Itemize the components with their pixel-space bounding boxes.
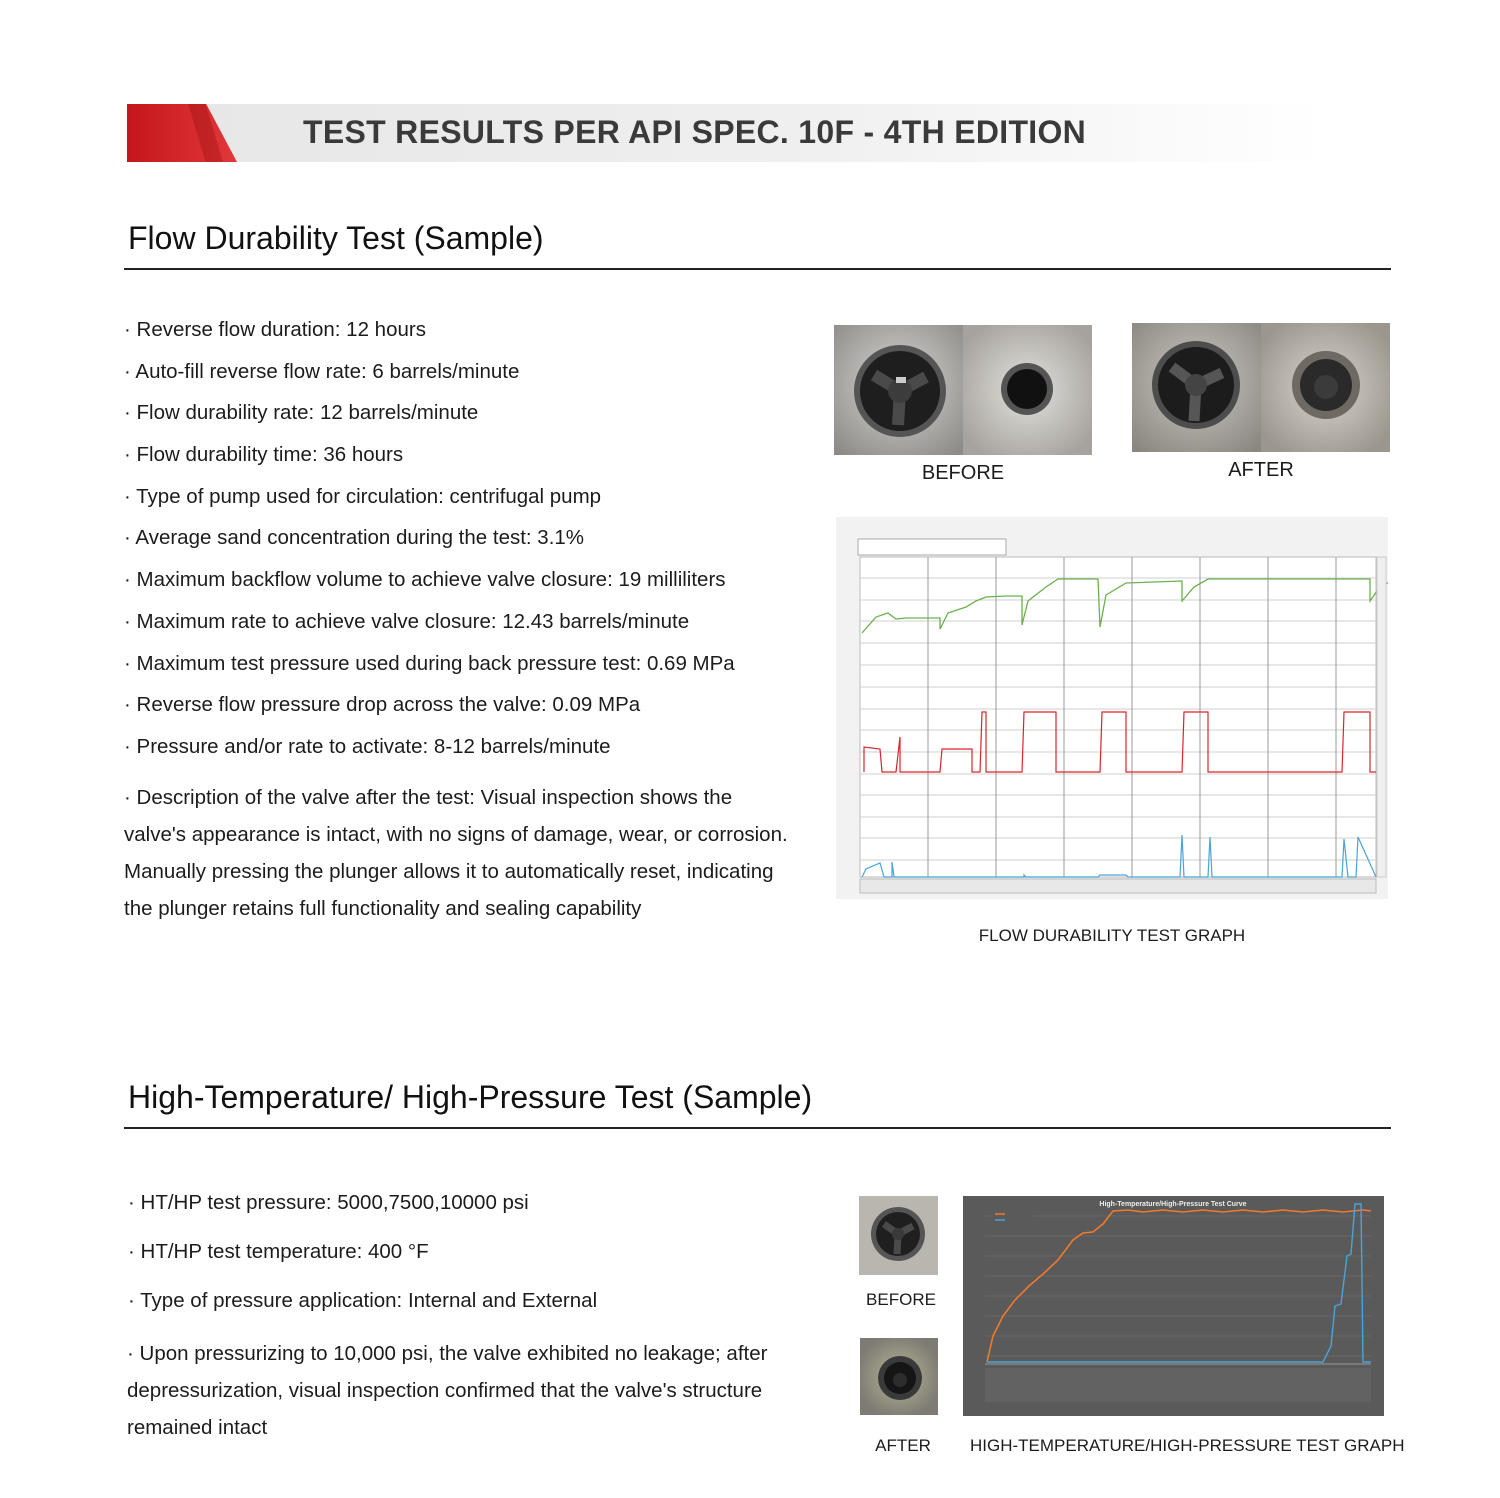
flow-graph-caption: FLOW DURABILITY TEST GRAPH: [978, 926, 1246, 945]
list-item: · Maximum rate to achieve valve closure: 12.43 barrels/minute: [124, 609, 690, 633]
list-item: · HT/HP test temperature: 400 °F: [128, 1240, 429, 1263]
list-item: · Pressure and/or rate to activate: 8-12 barrels/minute: [124, 734, 611, 758]
flow-bullet-list: [124, 318, 735, 777]
flow-before-caption: BEFORE: [921, 462, 1005, 484]
hthp-graph-title: High-Temperature/High-Pressure Test Curve: [1099, 1201, 1247, 1208]
flow-description: · Description of the valve after the test: Visual inspection shows the valve's appearance is intact, with no signs of damage, wear, or corrosion. Manually pressing the plunger allows it to automatically reset, indicating the plunger retains full functionality and sealing capability: [124, 786, 788, 920]
brand-stripe: [127, 104, 237, 162]
list-item: · Reverse flow duration: 12 hours: [124, 318, 426, 341]
list-item: · HT/HP test pressure: 5000,7500,10000 psi: [128, 1191, 529, 1214]
hthp-description: · Upon pressurizing to 10,000 psi, the valve exhibited no leakage; after depressurization, visual inspection confirmed that the valve's structure remained intact: [127, 1342, 768, 1439]
list-item: · Flow durability rate: 12 barrels/minute: [124, 401, 479, 425]
flow-section-divider: [124, 268, 1391, 270]
hthp-after-caption: AFTER: [875, 1436, 931, 1455]
list-item: · Auto-fill reverse flow rate: 6 barrels/minute: [124, 359, 520, 383]
hthp-before-caption: BEFORE: [866, 1290, 936, 1309]
page-title: TEST RESULTS PER API SPEC. 10F - 4TH EDITION: [303, 114, 1087, 150]
hthp-test-graph: [963, 1196, 1384, 1416]
list-item: · Reverse flow pressure drop across the valve: 0.09 MPa: [124, 693, 641, 717]
hthp-section-divider: [124, 1127, 1391, 1129]
list-item: · Maximum backflow volume to achieve valve closure: 19 milliliters: [124, 568, 726, 592]
list-item: · Flow durability time: 36 hours: [124, 443, 404, 467]
list-item: · Type of pump used for circulation: centrifugal pump: [124, 484, 602, 508]
hthp-before-photo: [859, 1196, 938, 1275]
flow-after-photo: [1132, 323, 1390, 452]
hthp-after-photo: [860, 1338, 938, 1415]
header-banner: [127, 104, 1327, 162]
flow-durability-graph: [836, 517, 1388, 899]
list-item: · Maximum test pressure used during back pressure test: 0.69 MPa: [124, 651, 735, 675]
hthp-graph-caption: HIGH-TEMPERATURE/HIGH-PRESSURE TEST GRAPH: [970, 1436, 1405, 1455]
hthp-bullet-list: [128, 1191, 597, 1338]
flow-before-photo: [834, 325, 1092, 455]
hthp-section-title: High-Temperature/ High-Pressure Test (Sample): [128, 1079, 813, 1115]
flow-section-title: Flow Durability Test (Sample): [128, 220, 544, 256]
list-item: · Type of pressure application: Internal and External: [128, 1289, 598, 1312]
flow-after-caption: AFTER: [1228, 459, 1294, 481]
list-item: · Average sand concentration during the test: 3.1%: [124, 526, 585, 550]
